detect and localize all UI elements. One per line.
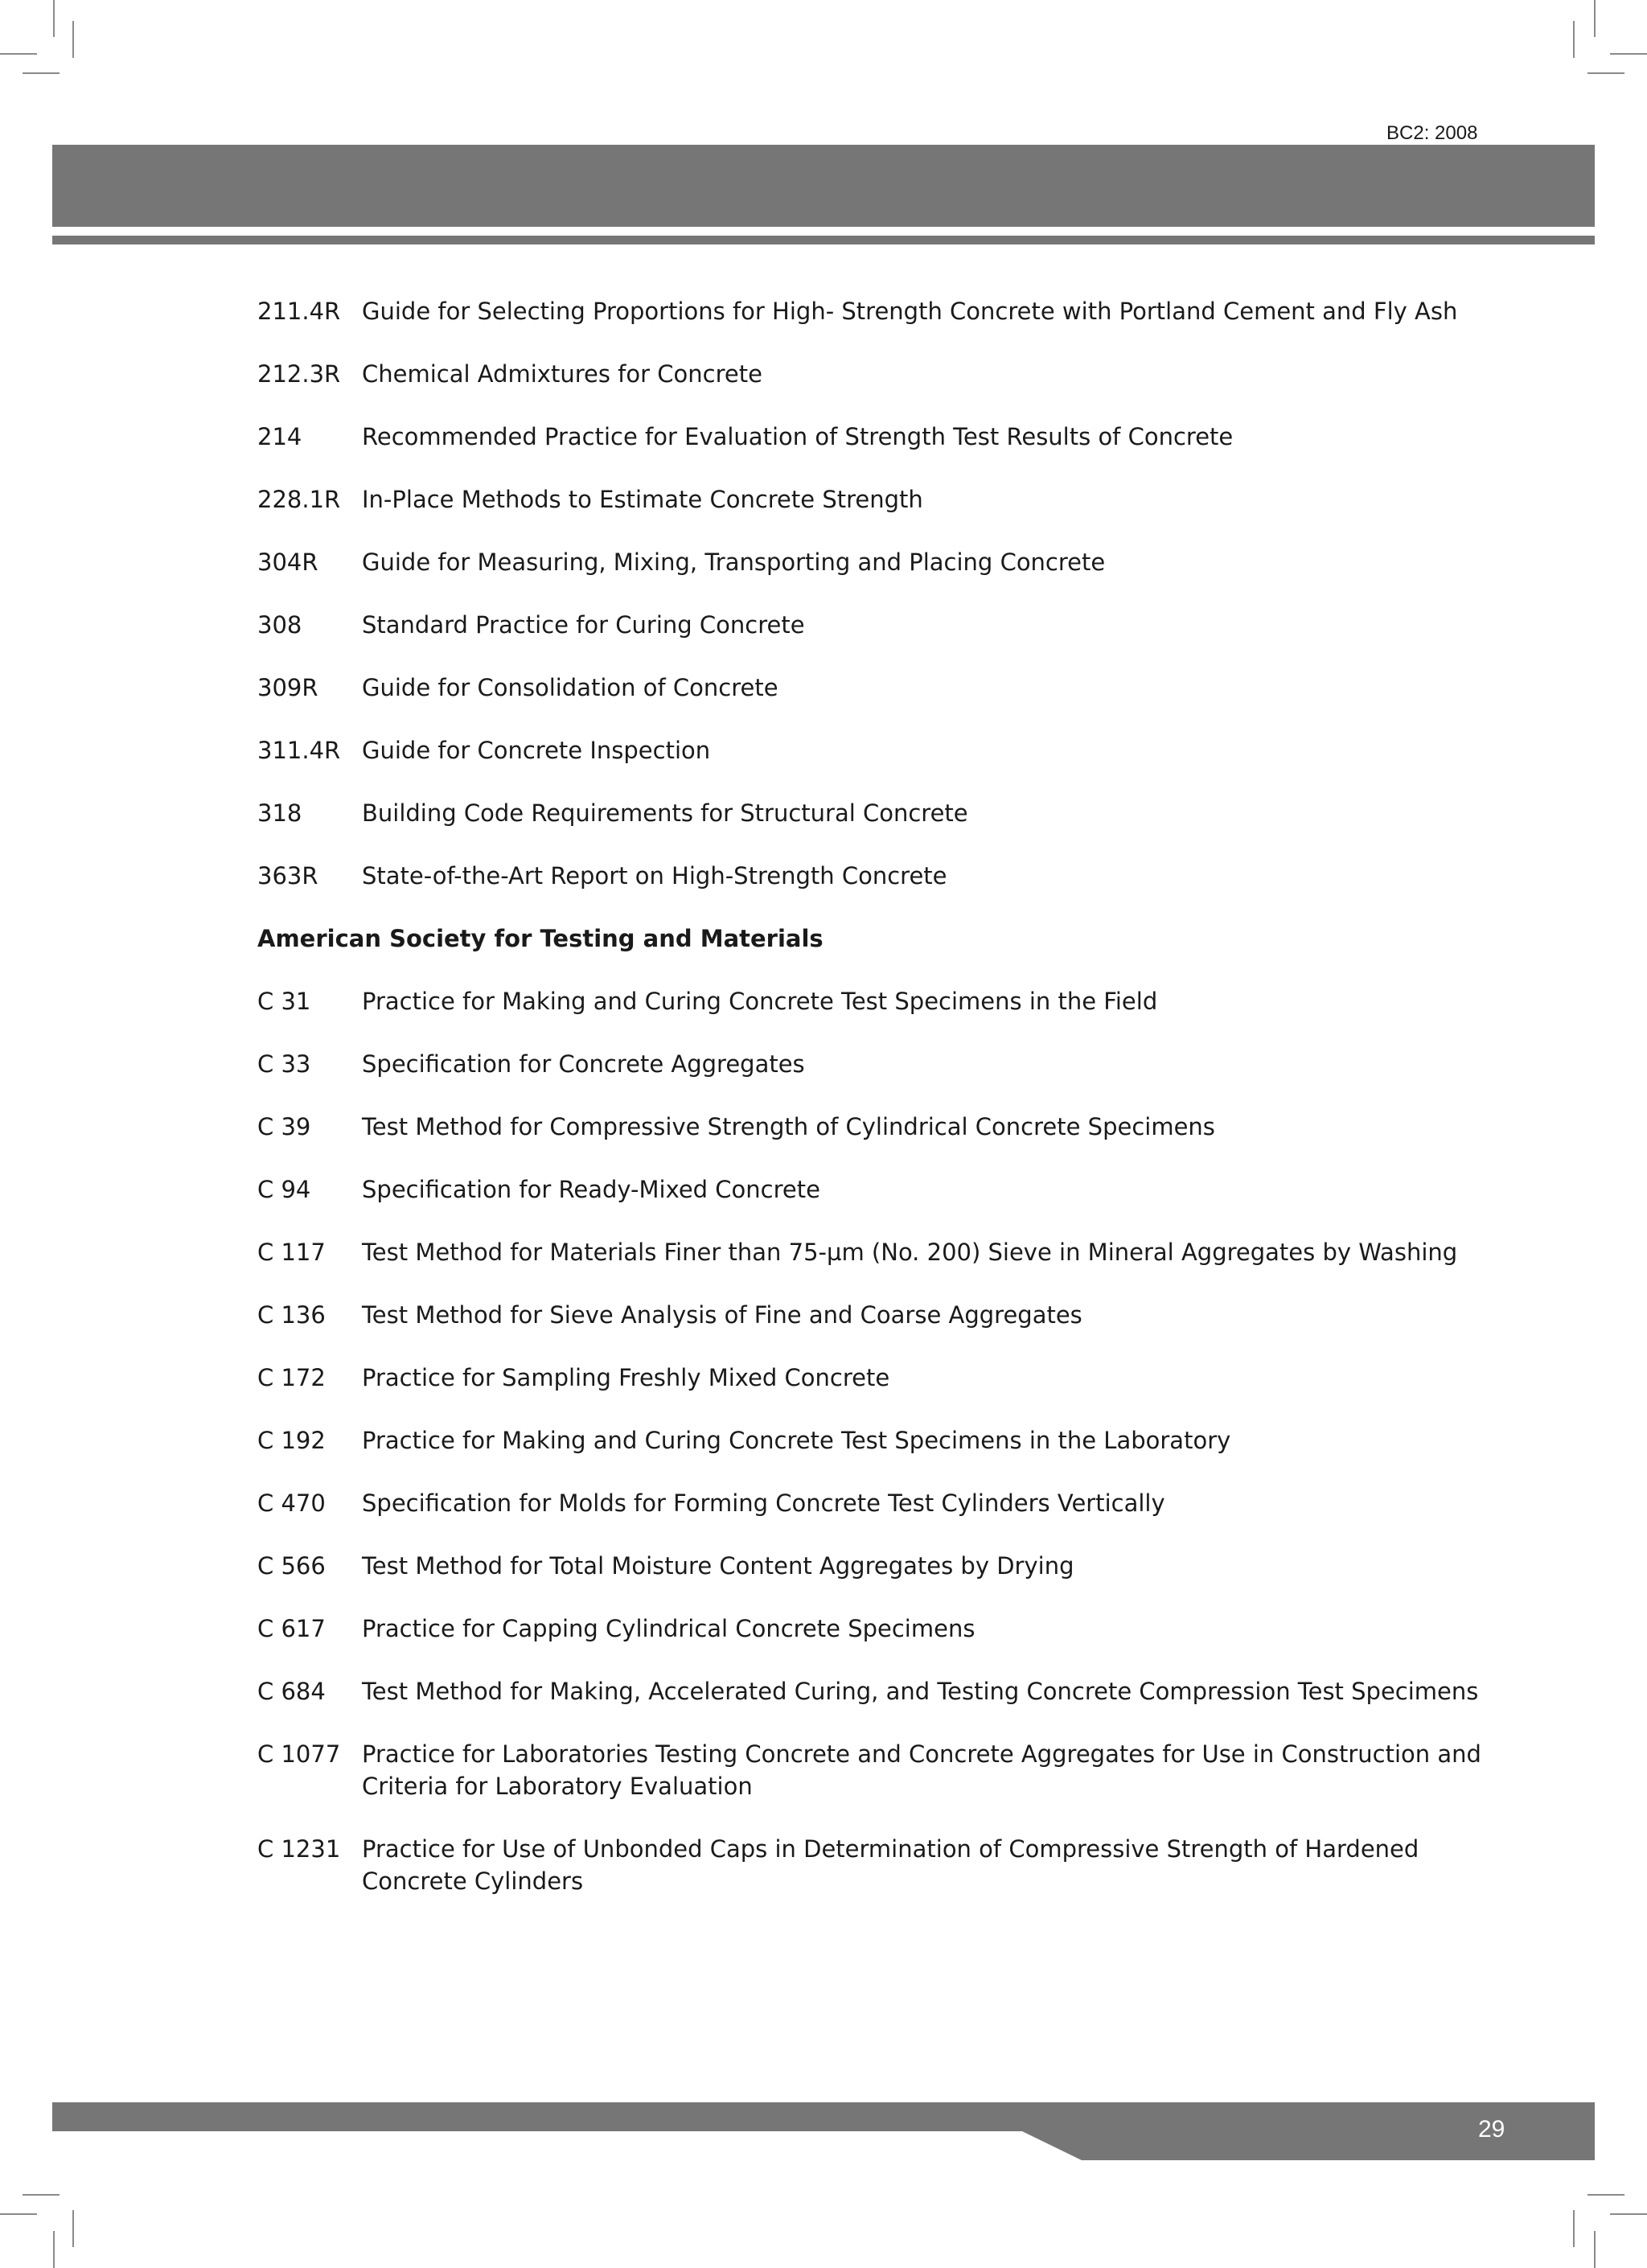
reference-code: C 117 bbox=[257, 1239, 326, 1266]
reference-title: Specification for Molds for Forming Concrete Test Cylinders Vertically bbox=[362, 1489, 1165, 1517]
reference-title: Test Method for Sieve Analysis of Fine and Coarse Aggregates bbox=[362, 1301, 1082, 1329]
reference-entry bbox=[257, 1613, 1496, 1645]
reference-title: Building Code Requirements for Structural Concrete bbox=[362, 799, 968, 827]
reference-title: Recommended Practice for Evaluation of Strength Test Results of Concrete bbox=[362, 423, 1234, 450]
reference-title: Standard Practice for Curing Concrete bbox=[362, 611, 805, 639]
reference-code: 214 bbox=[257, 423, 302, 450]
reference-entry bbox=[257, 1111, 1496, 1143]
page-number: 29 bbox=[1478, 2116, 1505, 2143]
reference-title: Chemical Admixtures for Concrete bbox=[362, 360, 762, 388]
reference-entry bbox=[257, 295, 1496, 327]
footer-shape bbox=[52, 2102, 1595, 2160]
reference-title: Practice for Sampling Freshly Mixed Concrete bbox=[362, 1364, 890, 1391]
reference-code: C 1231 bbox=[257, 1835, 341, 1863]
header-bar bbox=[52, 145, 1595, 227]
reference-code: 309R bbox=[257, 674, 318, 701]
reference-code: 211.4R bbox=[257, 298, 341, 325]
reference-entry bbox=[257, 358, 1496, 390]
reference-code: C 39 bbox=[257, 1113, 311, 1140]
reference-title: Guide for Concrete Inspection bbox=[362, 737, 711, 764]
reference-entry bbox=[257, 1173, 1496, 1206]
reference-code: C 617 bbox=[257, 1615, 326, 1642]
reference-title: Test Method for Materials Finer than 75-µm (No. 200) Sieve in Mineral Aggregates by Washing bbox=[362, 1239, 1458, 1266]
reference-title: Specification for Ready-Mixed Concrete bbox=[362, 1176, 820, 1203]
reference-code: 228.1R bbox=[257, 486, 341, 513]
header-rule bbox=[52, 236, 1595, 244]
reference-code: C 684 bbox=[257, 1678, 326, 1705]
reference-title: Practice for Capping Cylindrical Concrete Specimens bbox=[362, 1615, 975, 1642]
reference-entry bbox=[257, 1424, 1496, 1457]
reference-entry bbox=[257, 483, 1496, 516]
reference-entry bbox=[257, 609, 1496, 641]
reference-entry bbox=[257, 1487, 1496, 1519]
reference-code: C 1077 bbox=[257, 1740, 341, 1768]
reference-code: C 94 bbox=[257, 1176, 311, 1203]
reference-title: Test Method for Total Moisture Content Aggregates by Drying bbox=[362, 1552, 1074, 1580]
reference-list bbox=[257, 295, 1496, 1928]
footer-band bbox=[52, 2102, 1595, 2160]
document-code: BC2: 2008 bbox=[1386, 122, 1478, 144]
astm-reference-list bbox=[257, 985, 1496, 1897]
reference-code: C 136 bbox=[257, 1301, 326, 1329]
reference-title: Guide for Selecting Proportions for High- Strength Concrete with Portland Cement and Fly Ash bbox=[362, 298, 1458, 325]
reference-entry bbox=[257, 985, 1496, 1017]
reference-code: 318 bbox=[257, 799, 302, 827]
reference-title: Test Method for Making, Accelerated Curing, and Testing Concrete Compression Test Specimens bbox=[362, 1678, 1479, 1705]
reference-title: Practice for Making and Curing Concrete Test Specimens in the Laboratory bbox=[362, 1427, 1231, 1454]
reference-entry bbox=[257, 1299, 1496, 1331]
reference-entry bbox=[257, 1550, 1496, 1582]
reference-code: C 33 bbox=[257, 1050, 311, 1078]
section-heading-astm: American Society for Testing and Materials bbox=[257, 925, 824, 952]
reference-code: 212.3R bbox=[257, 360, 341, 388]
reference-entry bbox=[257, 1675, 1496, 1707]
reference-entry bbox=[257, 734, 1496, 766]
reference-title: State-of-the-Art Report on High-Strength Concrete bbox=[362, 862, 947, 890]
reference-entry bbox=[257, 797, 1496, 829]
reference-code: C 172 bbox=[257, 1364, 326, 1391]
reference-entry bbox=[257, 1362, 1496, 1394]
reference-entry bbox=[257, 421, 1496, 453]
reference-entry bbox=[257, 546, 1496, 578]
reference-title: Test Method for Compressive Strength of Cylindrical Concrete Specimens bbox=[362, 1113, 1215, 1140]
reference-title: Guide for Consolidation of Concrete bbox=[362, 674, 778, 701]
reference-code: 363R bbox=[257, 862, 318, 890]
reference-entry bbox=[257, 1833, 1496, 1897]
reference-title: Specification for Concrete Aggregates bbox=[362, 1050, 805, 1078]
reference-title: In-Place Methods to Estimate Concrete Strength bbox=[362, 486, 923, 513]
aci-reference-list bbox=[257, 295, 1496, 892]
reference-entry bbox=[257, 1048, 1496, 1080]
reference-entry bbox=[257, 860, 1496, 892]
reference-code: C 192 bbox=[257, 1427, 326, 1454]
reference-title: Practice for Making and Curing Concrete Test Specimens in the Field bbox=[362, 988, 1158, 1015]
reference-title: Practice for Use of Unbonded Caps in Determination of Compressive Strength of Hardened Concrete Cylinders bbox=[362, 1835, 1419, 1895]
reference-code: C 470 bbox=[257, 1489, 326, 1517]
reference-title: Practice for Laboratories Testing Concrete and Concrete Aggregates for Use in Construction and Criteria for Laboratory Evaluation bbox=[362, 1740, 1481, 1800]
reference-title: Guide for Measuring, Mixing, Transporting and Placing Concrete bbox=[362, 549, 1106, 576]
reference-code: 304R bbox=[257, 549, 318, 576]
reference-code: C 566 bbox=[257, 1552, 326, 1580]
reference-code: 311.4R bbox=[257, 737, 341, 764]
reference-code: C 31 bbox=[257, 988, 311, 1015]
reference-entry bbox=[257, 1236, 1496, 1268]
reference-entry bbox=[257, 1738, 1496, 1802]
reference-code: 308 bbox=[257, 611, 302, 639]
reference-entry bbox=[257, 672, 1496, 704]
